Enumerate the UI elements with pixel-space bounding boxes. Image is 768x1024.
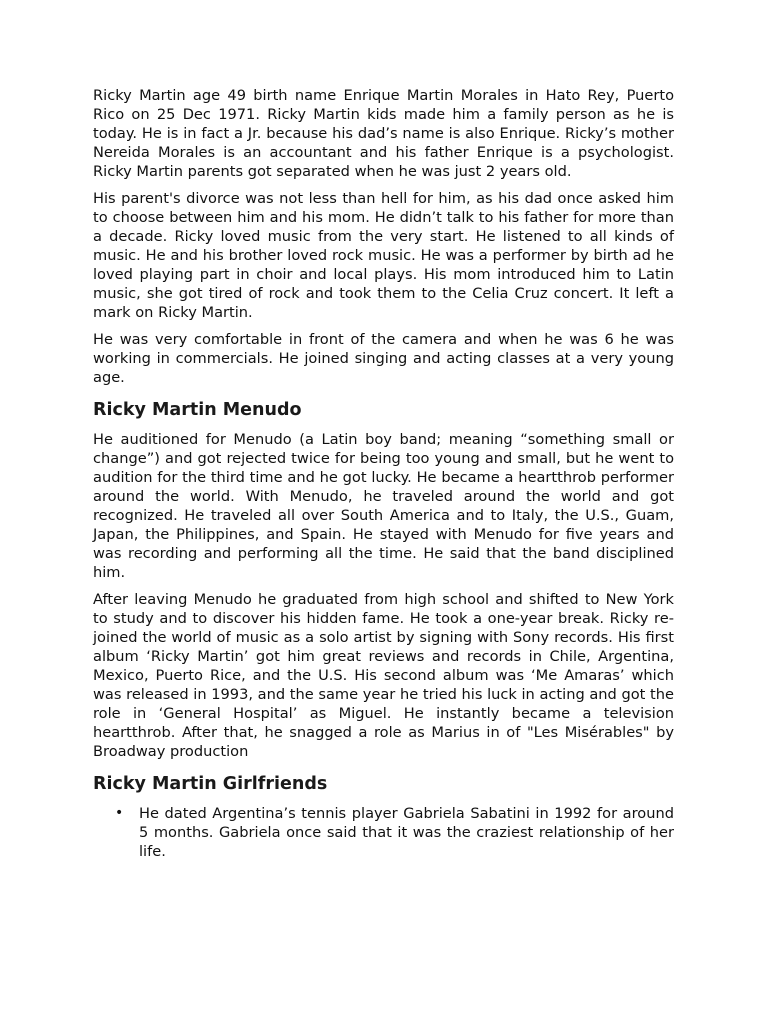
- bullet-icon: •: [115, 805, 124, 821]
- list-item-text: He dated Argentina’s tennis player Gabriela Sabatini in 1992 for around 5 months. Gabriela once said that it was the craziest relationship of her life.: [139, 805, 674, 860]
- list-item: [93, 804, 674, 861]
- intro-paragraph-2: His parent's divorce was not less than hell for him, as his dad once asked him to choose between him and his mom. He didn’t talk to his father for more than a decade. Ricky loved music from the very start. He listened to all kinds of music. He and his brother loved rock music. He was a performer by birth ad he loved playing part in choir and local plays. His mom introduced him to Latin music, she got tired of rock and took them to the Celia Cruz concert. It left a mark on Ricky Martin.: [93, 190, 674, 321]
- heading-girlfriends: Ricky Martin Girlfriends: [93, 774, 328, 794]
- intro-paragraph-1: Ricky Martin age 49 birth name Enrique Martin Morales in Hato Rey, Puerto Rico on 25 Dec 1971. Ricky Martin kids made him a family person as he is today. He is in fact a Jr. because his dad’s name is also Enrique. Ricky’s mother Nereida Morales is an accountant and his father Enrique is a psychologist. Ricky Martin parents got separated when he was just 2 years old.: [93, 87, 674, 180]
- menudo-paragraph-2: After leaving Menudo he graduated from high school and shifted to New York to study and to discover his hidden fame. He took a one-year break. Ricky re-joined the world of music as a solo artist by signing with Sony records. His first album ‘Ricky Martin’ got him great reviews and records in Chile, Argentina, Mexico, Puerto Rice, and the U.S. His second album was ‘Me Amaras’ which was released in 1993, and the same year he tried his luck in acting and got the role in ‘General Hospital’ as Miguel. He instantly became a television heartthrob. After that, he snagged a role as Marius in of "Les Misérables" by Broadway production: [93, 591, 674, 760]
- intro-paragraph-3: He was very comfortable in front of the camera and when he was 6 he was working in commercials. He joined singing and acting classes at a very young age.: [93, 331, 674, 386]
- menudo-paragraph-1: He auditioned for Menudo (a Latin boy band; meaning “something small or change”) and got rejected twice for being too young and small, but he went to audition for the third time and he got lucky. He became a heartthrob performer around the world. With Menudo, he traveled around the world and got recognized. He traveled all over South America and to Italy, the U.S., Guam, Japan, the Philippines, and Spain. He stayed with Menudo for five years and was recording and performing all the time. He said that the band disciplined him.: [93, 431, 674, 581]
- girlfriends-list: [93, 804, 674, 861]
- heading-menudo: Ricky Martin Menudo: [93, 400, 302, 420]
